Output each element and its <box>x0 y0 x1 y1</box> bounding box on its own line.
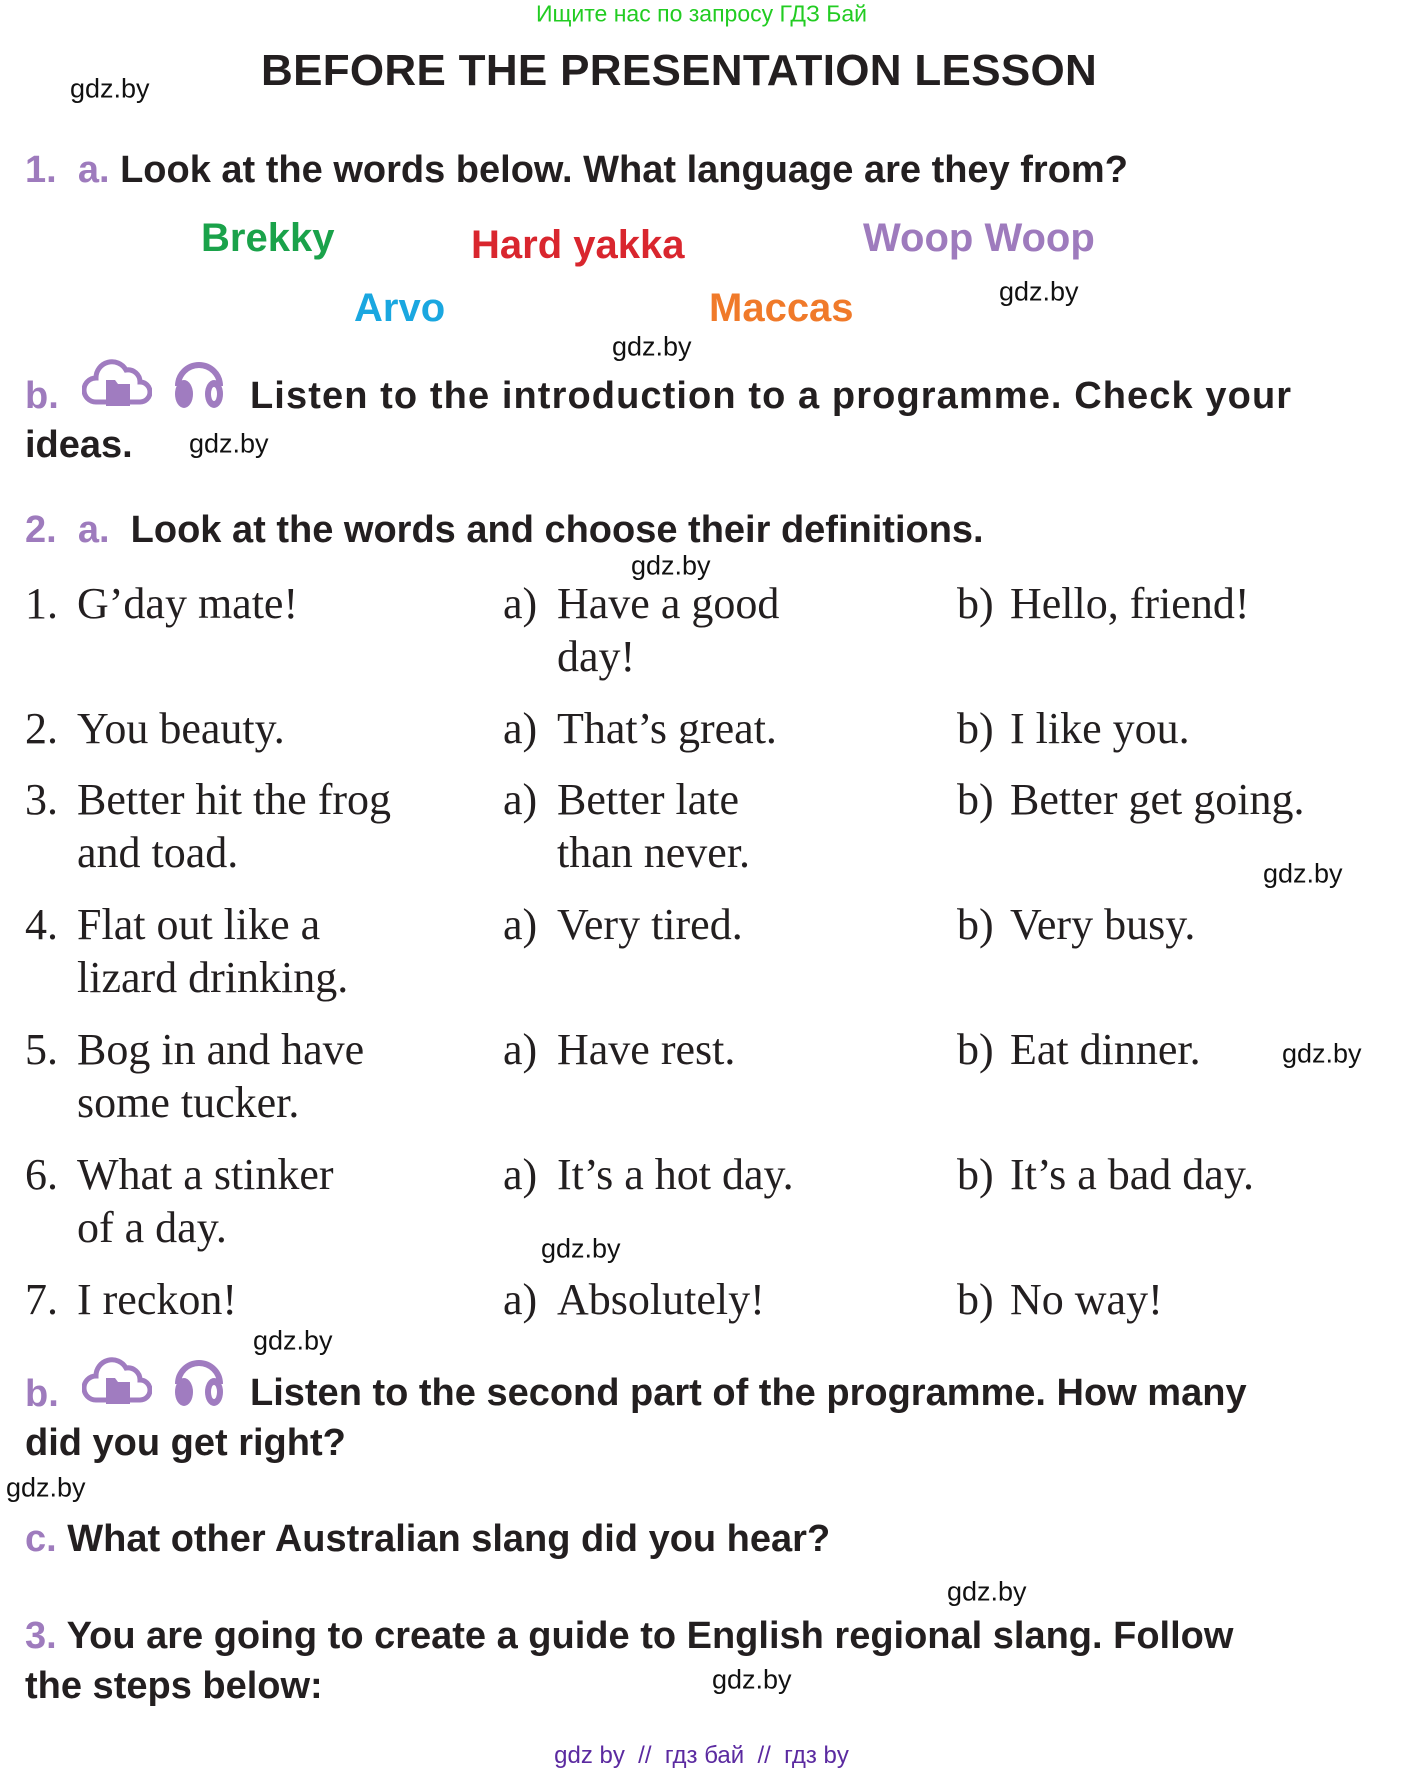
slang-phrase: lizard drinking. <box>77 953 349 1002</box>
option-b-text[interactable]: Better get going. <box>1010 775 1305 824</box>
part-label: c. <box>25 1518 57 1560</box>
watermark: gdz.by <box>6 1472 86 1503</box>
top-banner[interactable]: Ищите нас по запросу ГДЗ Бай <box>535 0 868 27</box>
exercise-number: 3. <box>25 1615 57 1657</box>
option-b-label[interactable]: b) <box>957 1150 994 1199</box>
option-a-text[interactable]: Better late <box>557 775 740 824</box>
slang-phrase: G’day mate! <box>77 579 299 628</box>
watermark: gdz.by <box>541 1233 621 1264</box>
instruction: Listen to the introduction to a programme. Check your <box>250 375 1293 417</box>
slang-phrase: You beauty. <box>77 704 285 753</box>
exercise-3 <box>25 1617 1233 1655</box>
option-a-label[interactable]: a) <box>503 775 538 824</box>
part-label: b. <box>25 1373 59 1415</box>
option-a-text[interactable]: Absolutely! <box>557 1275 765 1324</box>
instruction-cont: the steps below: <box>25 1665 323 1707</box>
option-b-text[interactable]: No way! <box>1010 1275 1163 1324</box>
watermark: gdz.by <box>253 1325 333 1356</box>
watermark: gdz.by <box>70 73 150 104</box>
watermark: gdz.by <box>631 550 711 581</box>
instruction: You are going to create a guide to English regional slang. Follow <box>66 1615 1234 1657</box>
slang-word-arvo: Arvo <box>354 286 446 330</box>
part-label: a. <box>77 509 110 551</box>
slang-phrase: of a day. <box>77 1203 227 1252</box>
footer-links[interactable]: gdz by // гдз бай // гдз by <box>554 1742 849 1769</box>
slang-phrase: I reckon! <box>77 1275 238 1324</box>
option-a-text[interactable]: Very tired. <box>557 900 743 949</box>
option-a-label[interactable]: a) <box>503 1150 538 1199</box>
option-b-label[interactable]: b) <box>957 1025 994 1074</box>
option-b-label[interactable]: b) <box>957 775 994 824</box>
slang-word-woop-woop: Woop Woop <box>863 216 1095 260</box>
slang-word-maccas: Maccas <box>709 286 854 330</box>
option-a-label[interactable]: a) <box>503 704 538 753</box>
option-a-label[interactable]: a) <box>503 1275 538 1324</box>
option-b-text[interactable]: Hello, friend! <box>1010 579 1250 628</box>
instruction: Look at the words below. What language are they from? <box>120 149 1128 191</box>
exercise-2c <box>25 1520 830 1558</box>
slang-phrase: and toad. <box>77 828 239 877</box>
exercise-number: 2. <box>25 509 57 551</box>
option-a-text[interactable]: It’s a hot day. <box>557 1150 794 1199</box>
watermark: gdz.by <box>189 428 269 459</box>
option-a-text[interactable]: That’s great. <box>557 704 777 753</box>
part-label: a. <box>77 149 110 191</box>
option-b-label[interactable]: b) <box>957 900 994 949</box>
slang-phrase: some tucker. <box>77 1078 300 1127</box>
instruction: Look at the words and choose their definitions. <box>130 509 984 551</box>
option-b-text[interactable]: I like you. <box>1010 704 1190 753</box>
item-number: 3. <box>25 775 58 824</box>
exercise-1a <box>25 151 1128 189</box>
option-a-label[interactable]: a) <box>503 900 538 949</box>
slang-phrase: Flat out like a <box>77 900 321 949</box>
exercise-number: 1. <box>25 149 57 191</box>
watermark: gdz.by <box>1282 1038 1362 1069</box>
option-b-label[interactable]: b) <box>957 1275 994 1324</box>
watermark: gdz.by <box>712 1664 792 1695</box>
watermark: gdz.by <box>1263 858 1343 889</box>
page-title: BEFORE THE PRESENTATION LESSON <box>261 46 1098 95</box>
exercise-2a <box>25 511 984 549</box>
item-number: 4. <box>25 900 58 949</box>
item-number: 6. <box>25 1150 58 1199</box>
item-number: 2. <box>25 704 58 753</box>
instruction-cont: ideas. <box>25 424 133 466</box>
instruction-cont: did you get right? <box>25 1422 346 1464</box>
slang-phrase: Better hit the frog <box>77 775 392 824</box>
option-b-text[interactable]: Very busy. <box>1010 900 1196 949</box>
instruction: What other Australian slang did you hear? <box>67 1518 831 1560</box>
slang-word-hard-yakka: Hard yakka <box>471 223 685 267</box>
item-number: 1. <box>25 579 58 628</box>
part-label: b. <box>25 375 59 417</box>
watermark: gdz.by <box>947 1576 1027 1607</box>
option-a-text[interactable]: than never. <box>557 828 751 877</box>
option-a-text[interactable]: day! <box>557 632 636 681</box>
slang-phrase: What a stinker <box>77 1150 334 1199</box>
watermark: gdz.by <box>999 276 1079 307</box>
instruction: Listen to the second part of the programme. How many <box>250 1372 1247 1414</box>
slang-phrase: Bog in and have <box>77 1025 365 1074</box>
option-b-label[interactable]: b) <box>957 579 994 628</box>
slang-word-brekky: Brekky <box>201 216 335 260</box>
option-b-text[interactable]: Eat dinner. <box>1010 1025 1201 1074</box>
cloud-folder-icon[interactable] <box>82 1356 152 1408</box>
option-b-text[interactable]: It’s a bad day. <box>1010 1150 1254 1199</box>
option-a-text[interactable]: Have a good <box>557 579 780 628</box>
watermark: gdz.by <box>612 331 692 362</box>
option-a-label[interactable]: a) <box>503 579 538 628</box>
headphones-icon[interactable] <box>172 352 226 410</box>
option-b-label[interactable]: b) <box>957 704 994 753</box>
item-number: 7. <box>25 1275 58 1324</box>
cloud-folder-icon[interactable] <box>82 358 152 410</box>
headphones-icon[interactable] <box>172 1350 226 1408</box>
option-a-label[interactable]: a) <box>503 1025 538 1074</box>
option-a-text[interactable]: Have rest. <box>557 1025 736 1074</box>
item-number: 5. <box>25 1025 58 1074</box>
